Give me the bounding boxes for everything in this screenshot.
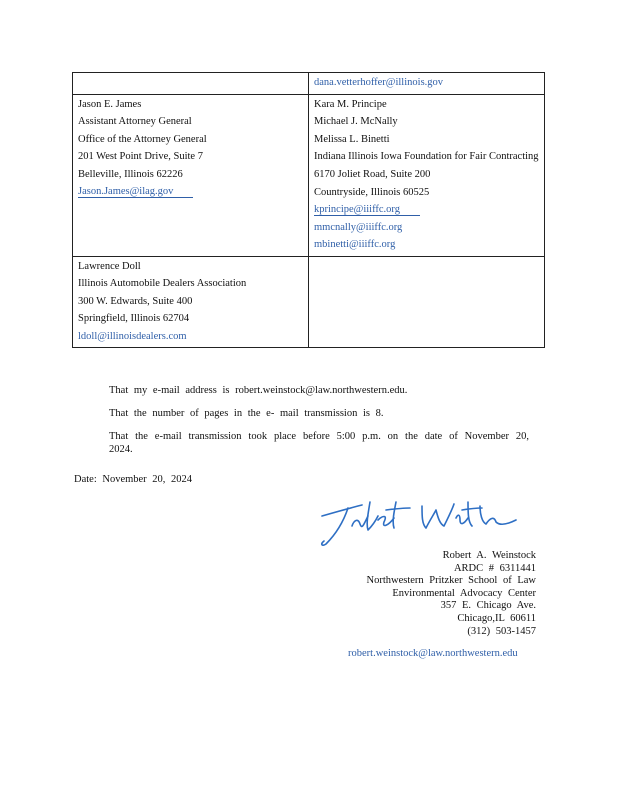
certification-statements	[109, 384, 529, 466]
signature-block	[300, 550, 536, 638]
recipient-street: 201 West Point Drive, Suite 7	[78, 151, 203, 162]
recipient-org: Illinois Automobile Dealers Association	[78, 278, 247, 289]
email-link[interactable]: mbinetti@iiiffc.org	[314, 239, 396, 250]
signer-ardc: ARDC # 6311441	[453, 562, 536, 574]
recipient-office: Office of the Attorney General	[78, 133, 207, 145]
statement-time: That the e-mail transmission took place before 5:00 p.m. on the date of November 20, 2024.	[109, 431, 529, 455]
email-link[interactable]: mmcnally@iiiffc.org	[314, 221, 403, 233]
recipient-title: Assistant Attorney General	[78, 116, 192, 127]
recipient-city: Belleville, Illinois 62226	[78, 168, 183, 180]
email-link[interactable]	[314, 201, 540, 219]
email-link[interactable]: ldoll@illinoisdealers.com	[78, 330, 187, 342]
signer-school: Northwestern Pritzker School of Law	[366, 575, 536, 587]
recipient-org: Indiana Illinois Iowa Foundation for Fair Contracting	[314, 151, 539, 162]
email-link[interactable]	[78, 183, 304, 201]
signer-phone: (312) 503-1457	[467, 625, 536, 637]
recipient-name: Melissa L. Binetti	[314, 133, 390, 145]
statement-pages: That the number of pages in the e- mail transmission is 8.	[109, 408, 384, 419]
recipient-name: Kara M. Principe	[314, 98, 387, 110]
service-list-table	[72, 72, 545, 348]
table-row	[73, 73, 545, 95]
service-cell-empty	[73, 73, 309, 95]
recipient-name: Jason E. James	[78, 98, 142, 110]
date-line: Date: November 20, 2024	[74, 474, 193, 485]
email-link-text[interactable]: kprincipe@iiiffc.org	[314, 204, 420, 216]
signature-image	[318, 496, 523, 550]
service-cell	[73, 256, 309, 348]
table-row	[73, 94, 545, 256]
signer-street: 357 E. Chicago Ave.	[440, 600, 536, 612]
service-cell-empty	[309, 256, 545, 348]
recipient-city: Countryside, Illinois 60525	[314, 186, 430, 198]
table-row	[73, 256, 545, 348]
service-cell	[73, 94, 309, 256]
email-link-text[interactable]: Jason.James@ilag.gov	[78, 186, 193, 198]
recipient-street: 300 W. Edwards, Suite 400	[78, 295, 193, 307]
statement-email: That my e-mail address is robert.weinstock@law.northwestern.edu.	[109, 385, 408, 396]
signer-name: Robert A. Weinstock	[442, 550, 536, 561]
service-cell	[309, 73, 545, 95]
signer-email-link[interactable]: robert.weinstock@law.northwestern.edu	[348, 648, 518, 659]
recipient-street: 6170 Joliet Road, Suite 200	[314, 169, 431, 180]
recipient-city: Springfield, Illinois 62704	[78, 313, 190, 324]
signer-center: Environmental Advocacy Center	[392, 587, 536, 599]
signer-city: Chicago,IL 60611	[457, 612, 536, 624]
email-link[interactable]: dana.vetterhoffer@illinois.gov	[314, 77, 444, 88]
recipient-name: Lawrence Doll	[78, 260, 141, 272]
service-cell	[309, 94, 545, 256]
recipient-name: Michael J. McNally	[314, 116, 398, 127]
